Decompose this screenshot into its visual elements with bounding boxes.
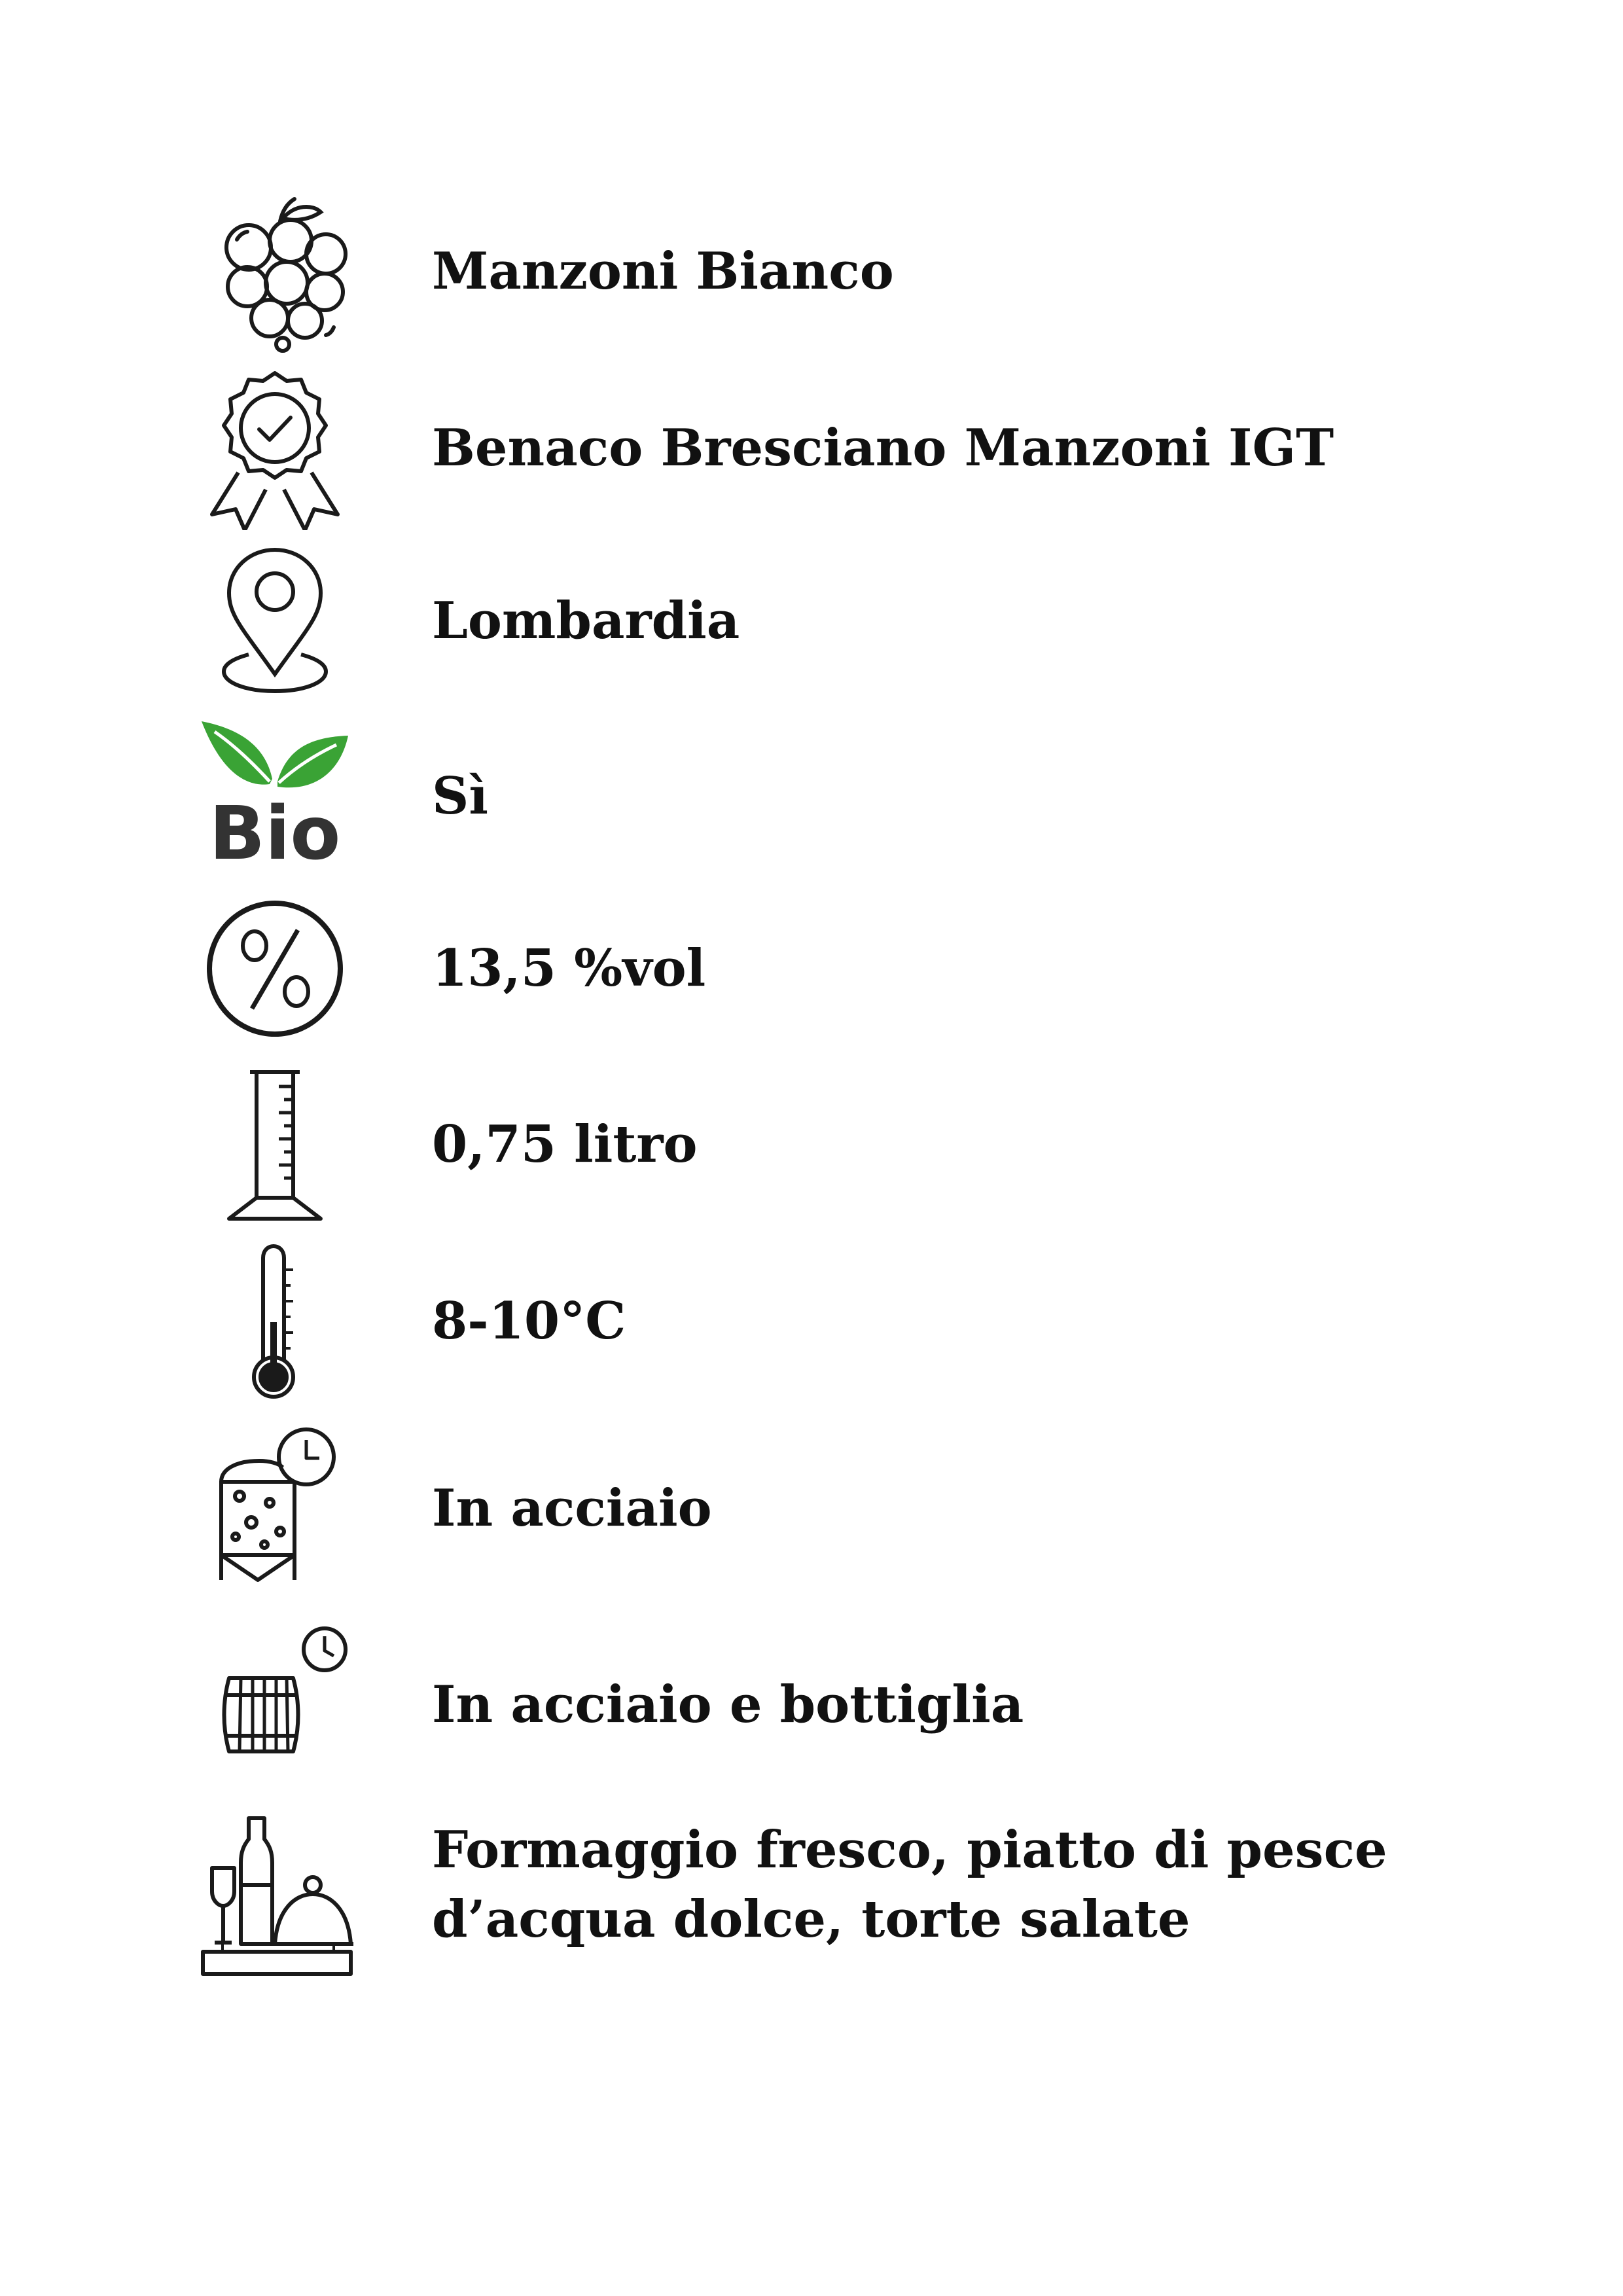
info-row-aging [0, 1623, 1623, 1787]
alcohol-text: 13,5 %vol [432, 939, 706, 998]
info-row-denomination [0, 367, 1623, 530]
info-row-pairing [0, 1813, 1623, 1990]
denomination-text: Benaco Bresciano Manzoni IGT [432, 418, 1334, 478]
measuring-cylinder-icon [196, 1067, 353, 1224]
food-pairing-icon [196, 1813, 353, 1990]
aging-text: In acciaio e bottiglia [432, 1675, 1024, 1734]
info-row-fermentation [0, 1427, 1623, 1590]
info-row-temperature [0, 1244, 1623, 1401]
fermentation-text: In acciaio [432, 1479, 712, 1538]
fermentation-tank-clock-icon [196, 1427, 353, 1590]
organic-text: Sì [432, 766, 488, 826]
volume-text: 0,75 litro [432, 1115, 698, 1174]
award-rosette-icon [196, 367, 353, 530]
barrel-clock-icon [196, 1623, 353, 1787]
bio-badge-text: Bio [209, 791, 341, 876]
grapes-icon [196, 190, 353, 353]
info-row-alcohol [0, 893, 1623, 1044]
info-row-volume [0, 1067, 1623, 1224]
info-row-region [0, 543, 1623, 700]
info-row-grape [0, 190, 1623, 353]
percent-circle-icon [196, 893, 353, 1044]
bio-leaves-icon [196, 713, 353, 877]
region-text: Lombardia [432, 591, 740, 651]
temperature-text: 8-10°C [432, 1291, 626, 1351]
pairing-text: Formaggio fresco, piatto di pesce d’acqua dolce, torte salate [432, 1820, 1387, 1949]
location-pin-icon [196, 543, 353, 700]
info-row-organic [0, 713, 1623, 877]
grape-variety-text: Manzoni Bianco [432, 242, 894, 301]
thermometer-icon [196, 1244, 353, 1401]
